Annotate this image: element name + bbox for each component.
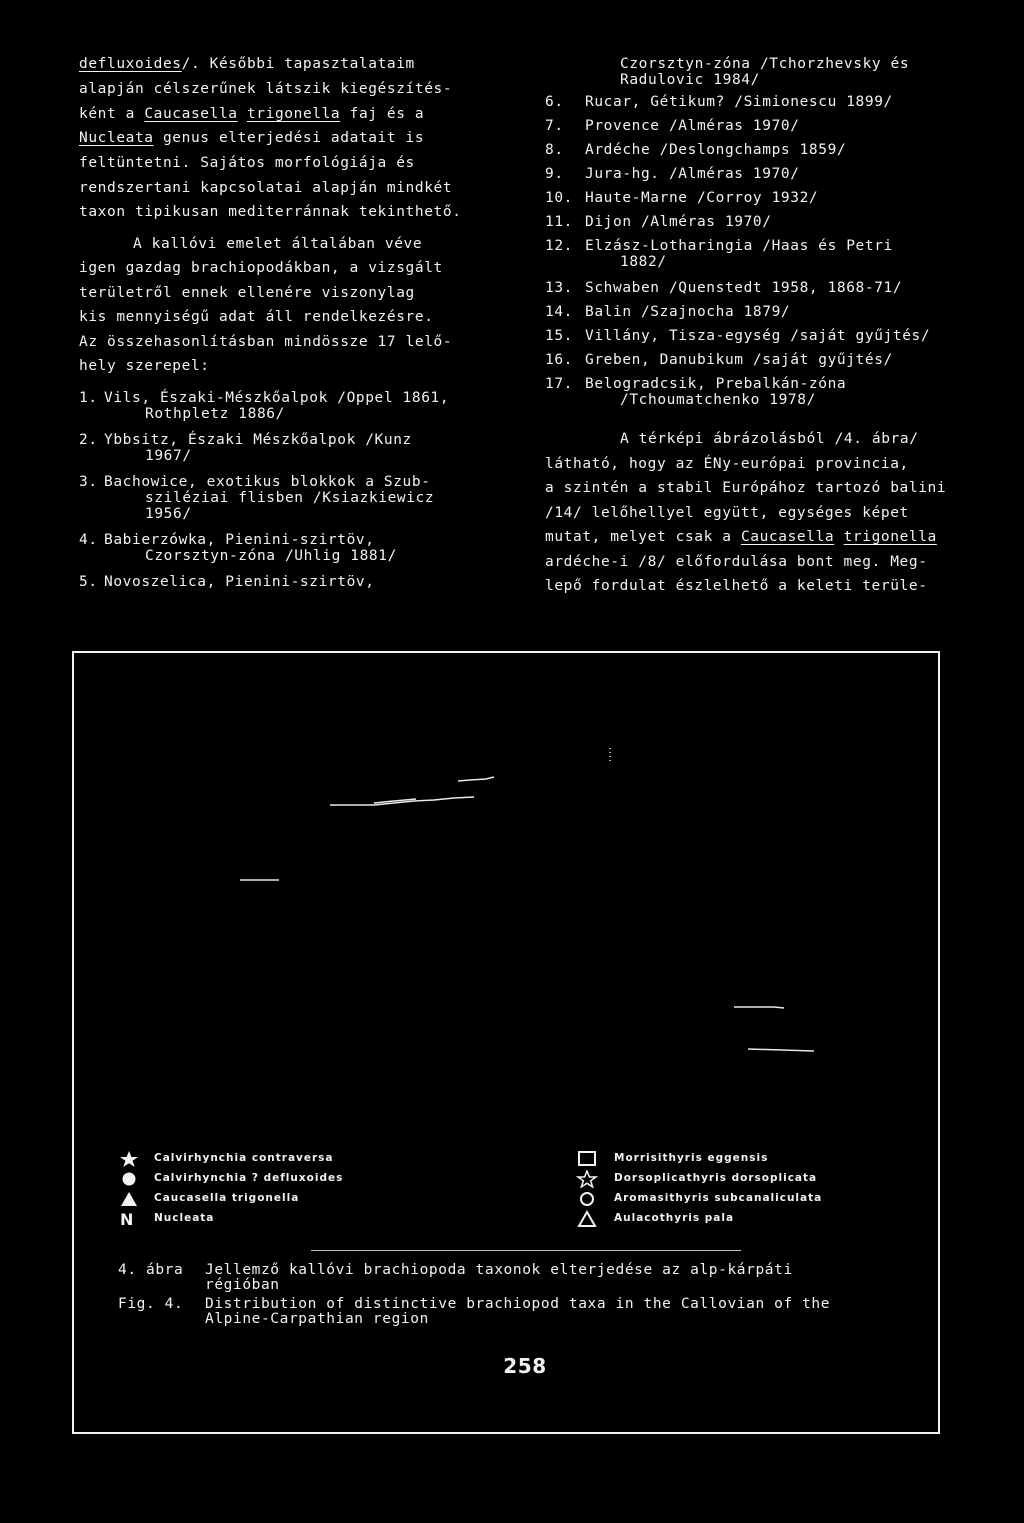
text-line [79, 130, 424, 146]
list-number: 11. [545, 214, 573, 230]
list-text: Babierzówka, Pienini-szirtöv, [104, 532, 375, 548]
text-line: igen gazdag brachiopodákban, a vizsgált [79, 260, 443, 276]
caption-label: 4. ábra [118, 1262, 184, 1278]
text-line: ardéche-i /8/ előfordulása bont meg. Meg- [545, 554, 928, 570]
list-item [545, 304, 790, 320]
list-number: 6. [545, 94, 564, 110]
legend-label: Dorsoplicathyris dorsoplicata [614, 1172, 818, 1184]
list-item [545, 94, 893, 110]
text-line: lepő fordulat észlelhető a keleti terüle- [545, 578, 928, 594]
text-line: Radulovic 1984/ [620, 72, 760, 88]
legend-label: Aulacothyris pala [614, 1212, 735, 1224]
list-item-continuation: sziléziai flisben /Ksiazkiewicz [145, 490, 435, 506]
caption-label: Fig. 4. [118, 1296, 184, 1312]
filled-circle-icon [118, 1170, 140, 1188]
text-line: Az összehasonlításban mindössze 17 lelő- [79, 334, 453, 350]
text-line: területről ennek ellenére viszonylag [79, 285, 415, 301]
list-text: Ardéche /Deslongchamps 1859/ [585, 142, 847, 158]
list-text: Villány, Tisza-egység /saját gyűjtés/ [585, 328, 931, 344]
open-square-icon [576, 1150, 598, 1168]
list-item [79, 474, 431, 490]
text-line: /14/ lelőhellyel együtt, egységes képet [545, 505, 909, 521]
caption-en [118, 1296, 830, 1312]
caption-en-cont: Alpine-Carpathian region [205, 1311, 429, 1327]
list-item-continuation: 1956/ [145, 506, 192, 522]
legend-label: Calvirhynchia contraversa [154, 1152, 334, 1164]
taxon-name: Nucleata [79, 130, 154, 146]
text-line: A kallóvi emelet általában véve [133, 236, 423, 252]
caption-hu [118, 1262, 793, 1278]
list-item [545, 214, 772, 230]
list-item [545, 328, 930, 344]
list-text: Ybbsitz, Északi Mészkőalpok /Kunz [104, 432, 412, 448]
list-number: 15. [545, 328, 573, 344]
list-text: Haute-Marne /Corroy 1932/ [585, 190, 819, 206]
list-item [79, 574, 375, 590]
list-item [545, 142, 846, 158]
coastline-fragment [458, 777, 494, 781]
filled-triangle-icon [118, 1190, 140, 1208]
list-text: Belogradcsik, Prebalkán-zóna [585, 376, 847, 392]
list-text: Bachowice, exotikus blokkok a Szub- [104, 474, 431, 490]
text-fragment: faj és a [340, 106, 425, 122]
list-text: Vils, Északi-Mészkőalpok /Oppel 1861, [104, 390, 450, 406]
list-number: 17. [545, 376, 573, 392]
list-number: 2. [79, 432, 98, 448]
text-fragment: mutat, melyet csak a [545, 529, 741, 545]
list-text: Greben, Danubikum /saját gyűjtés/ [585, 352, 893, 368]
list-number: 10. [545, 190, 573, 206]
list-item [545, 352, 893, 368]
list-number: 14. [545, 304, 573, 320]
taxon-name: defluxoides [79, 56, 182, 72]
open-triangle-icon [576, 1210, 598, 1228]
list-item [545, 238, 893, 254]
filled-star-icon [118, 1150, 140, 1168]
list-number: 13. [545, 280, 573, 296]
text-fragment [834, 529, 843, 545]
text-fragment: ként a [79, 106, 145, 122]
text-line: feltüntetni. Sajátos morfológiája és [79, 155, 415, 171]
list-item-continuation: 1967/ [145, 448, 192, 464]
list-text: Elzász-Lotharingia /Haas és Petri [585, 238, 893, 254]
text-line: a szintén a stabil Európához tartozó balini [545, 480, 947, 496]
open-star-icon [576, 1170, 598, 1188]
map-legend [118, 1150, 918, 1230]
text-fragment: genus elterjedési adatait is [153, 130, 425, 146]
caption-hu-cont: régióban [205, 1277, 280, 1293]
list-number: 1. [79, 390, 98, 406]
list-item-continuation: /Tchoumatchenko 1978/ [620, 392, 816, 408]
letter-n-icon: N [120, 1210, 134, 1229]
list-text: Novoszelica, Pienini-szirtöv, [104, 574, 375, 590]
text-line: taxon tipikusan mediterránnak tekinthető. [79, 204, 462, 220]
text-fragment: /. Későbbi tapasztalataim [181, 56, 415, 72]
distribution-map [72, 651, 940, 1434]
list-item [79, 532, 375, 548]
list-number: 4. [79, 532, 98, 548]
text-line: Czorsztyn-zóna /Tchorzhevsky és [620, 56, 910, 72]
list-item [79, 432, 412, 448]
list-number: 3. [79, 474, 98, 490]
list-item [545, 376, 846, 392]
text-line: alapján célszerűnek látszik kiegészítés- [79, 81, 453, 97]
list-text: Balin /Szajnocha 1879/ [585, 304, 791, 320]
list-number: 5. [79, 574, 98, 590]
list-text: Jura-hg. /Alméras 1970/ [585, 166, 800, 182]
list-item-continuation: Rothpletz 1886/ [145, 406, 285, 422]
taxon-name: trigonella [246, 106, 341, 122]
list-text: Schwaben /Quenstedt 1958, 1868-71/ [585, 280, 903, 296]
legend-label: Caucasella trigonella [154, 1192, 300, 1204]
page-number: 258 [503, 1354, 547, 1378]
list-number: 8. [545, 142, 564, 158]
text-line [79, 56, 415, 72]
list-text: Rucar, Gétikum? /Simionescu 1899/ [585, 94, 893, 110]
open-circle-icon [576, 1190, 598, 1208]
coastline-fragment [748, 1049, 814, 1051]
text-line: hely szerepel: [79, 358, 210, 374]
list-item-continuation: 1882/ [620, 254, 667, 270]
text-line: A térképi ábrázolásból /4. ábra/ [620, 431, 919, 447]
text-fragment [238, 106, 247, 122]
list-item [545, 166, 800, 182]
taxon-name: Caucasella [740, 529, 835, 545]
list-item [545, 190, 818, 206]
text-line [79, 106, 424, 122]
taxon-name: trigonella [843, 529, 937, 545]
text-line: látható, hogy az ÉNy-európai provincia, [545, 456, 909, 472]
map-graphic [74, 653, 938, 1432]
list-item-continuation: Czorsztyn-zóna /Uhlig 1881/ [145, 548, 397, 564]
caption-text: Jellemző kallóvi brachiopoda taxonok elterjedése az alp-kárpáti [205, 1262, 793, 1278]
legend-label: Calvirhynchia ? defluxoides [154, 1172, 344, 1184]
taxon-name: Caucasella [144, 106, 238, 122]
text-line: rendszertani kapcsolatai alapján mindkét [79, 180, 453, 196]
caption-rule [311, 1250, 741, 1251]
list-text: Provence /Alméras 1970/ [585, 118, 800, 134]
text-line [545, 529, 937, 545]
list-text: Dijon /Alméras 1970/ [585, 214, 772, 230]
legend-label: Nucleata [154, 1212, 215, 1224]
list-item [545, 280, 902, 296]
legend-label: Aromasithyris subcanaliculata [614, 1192, 823, 1204]
legend-label: Morrisithyris eggensis [614, 1152, 769, 1164]
list-item [545, 118, 800, 134]
list-number: 12. [545, 238, 573, 254]
list-item [79, 390, 449, 406]
list-number: 7. [545, 118, 564, 134]
caption-text: Distribution of distinctive brachiopod taxa in the Callovian of the [205, 1296, 831, 1312]
list-number: 9. [545, 166, 564, 182]
list-number: 16. [545, 352, 573, 368]
text-line: kis mennyiségű adat áll rendelkezésre. [79, 309, 434, 325]
coastline-fragment [734, 1007, 784, 1008]
